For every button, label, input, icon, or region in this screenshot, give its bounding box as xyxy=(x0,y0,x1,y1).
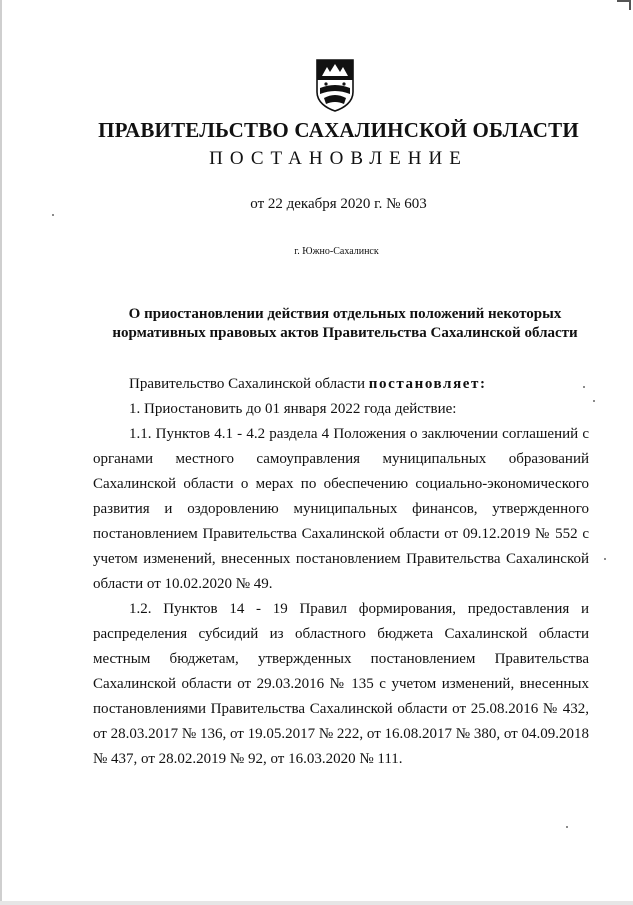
scan-edge-bottom xyxy=(0,901,633,905)
document-type: ПОСТАНОВЛЕНИЕ xyxy=(209,148,468,169)
preamble-lead: Правительство Сахалинской области xyxy=(129,376,369,392)
scan-speck xyxy=(593,400,595,402)
scan-edge xyxy=(0,0,2,905)
coat-of-arms-icon xyxy=(314,58,356,112)
scan-speck xyxy=(566,826,568,828)
document-date-number: от 22 декабря 2020 г. № 603 xyxy=(250,196,427,212)
subject-line-1: О приостановлении действия отдельных положений некоторых xyxy=(128,306,562,322)
document-subject xyxy=(100,305,590,343)
subject-line-2: нормативных правовых актов Правительства Сахалинской области xyxy=(112,325,578,341)
item-1: 1. Приостановить до 01 января 2022 года действие: xyxy=(129,401,457,417)
item-1-2: 1.2. Пунктов 14 - 19 Правил формирования, предоставления и распределения субсидий из областного бюджета Сахалинской области местным бюджетам, утвержденных постановлением Правительства Сахалинской области от 29.03.2016 № 135 с учетом изменений, внесенных постановлениями Правительства Сахалинской области от 25.08.2016 № 432, от 28.03.2017 № 136, от 19.05.2017 № 222, от 16.08.2017 № 380, от 04.09.2018 № 437, от 28.02.2019 № 92, от 16.03.2020 № 111. xyxy=(93,601,589,767)
corner-mark xyxy=(617,0,631,10)
preamble-verb: постановляет: xyxy=(368,376,487,392)
preamble xyxy=(93,372,589,397)
document-body xyxy=(93,372,589,772)
scan-speck xyxy=(604,558,606,560)
document-city: г. Южно-Сахалинск xyxy=(294,246,379,257)
government-title: ПРАВИТЕЛЬСТВО САХАЛИНСКОЙ ОБЛАСТИ xyxy=(98,118,579,142)
item-1-1: 1.1. Пунктов 4.1 - 4.2 раздела 4 Положения о заключении соглашений с органами местного самоуправления муниципальных образований Сахалинской области о мерах по обеспечению социально-экономического развития и оздоровлению муниципальных финансов, утвержденного постановлением Правительства Сахалинской области от 09.12.2019 № 552 с учетом изменений, внесенных постановлением Правительства Сахалинской области от 10.02.2020 № 49. xyxy=(93,426,589,592)
scan-speck xyxy=(52,214,54,216)
